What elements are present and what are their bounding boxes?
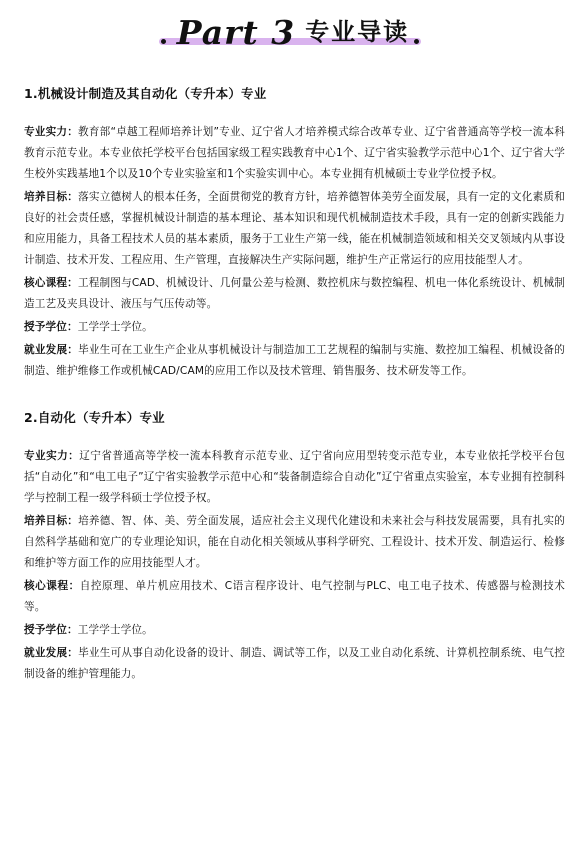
paragraph-text: 落实立德树人的根本任务，全面贯彻党的教育方针，培养德智体美劳全面发展，具有一定的文化素质和良好的社会责任感，掌握机械设计制造的基本理论、基本知识和现代机械制造技术手段，具有一定的创新实践能力和应用能力，具备工程技术人员的基本素质，服务于工业生产第一线，能在机械制造领域和相关交叉领域内从事设计制造、技术开发、工程应用、生产管理，直接解决生产实际问题，维护生产正常运行的应用技能型人才。	[24, 191, 565, 266]
paragraph-label: 就业发展：	[24, 344, 79, 356]
paragraph-degree	[24, 317, 565, 338]
paragraph-text: 工学学士学位。	[77, 321, 153, 333]
paragraph-text: 工程制图与CAD、机械设计、几何量公差与检测、数控机床与数控编程、机电一体化系统设计、机械制造工艺及夹具设计、液压与气压传动等。	[24, 277, 565, 310]
section-title: 1.机械设计制造及其自动化（专升本）专业	[24, 86, 267, 101]
paragraph-text: 辽宁省普通高等学校一流本科教育示范专业、辽宁省向应用型转变示范专业，本专业依托学校平台包括“自动化”和“电工电子”辽宁省实验教学示范中心和“装备制造综合自动化”辽宁省重点实验室，本专业拥有控制科学与控制工程一级学科硕士学位授予权。	[24, 450, 565, 504]
section-automation	[24, 408, 565, 685]
part-header	[0, 0, 587, 62]
paragraph-career	[24, 340, 565, 382]
paragraph-objective	[24, 187, 565, 271]
paragraph-strength	[24, 446, 565, 509]
paragraph-text: 工学学士学位。	[77, 624, 153, 636]
paragraph-label: 专业实力：	[24, 450, 80, 462]
paragraph-label: 就业发展：	[24, 647, 79, 659]
header-dot-left	[161, 39, 166, 44]
paragraph-label: 授予学位：	[24, 624, 78, 636]
paragraph-career	[24, 643, 565, 685]
paragraph-degree	[24, 620, 565, 641]
paragraph-text: 培养德、智、体、美、劳全面发展，适应社会主义现代化建设和未来社会与科技发展需要，具有扎实的自然科学基础和宽广的专业理论知识，能在自动化相关领域从事科学研究、工程设计、技术开发、制造运行、检修和维护等方面工作的应用技能型人才。	[24, 515, 565, 569]
paragraph-objective	[24, 511, 565, 574]
header-title	[172, 10, 414, 54]
paragraph-label: 核心课程：	[24, 277, 78, 289]
paragraph-label: 培养目标：	[24, 515, 79, 527]
paragraph-label: 专业实力：	[24, 126, 79, 138]
header-dot-right	[414, 39, 419, 44]
paragraph-core-courses	[24, 576, 565, 618]
paragraph-text: 毕业生可从事自动化设备的设计、制造、调试等工作，以及工业自动化系统、计算机控制系统、电气控制设备的维护管理能力。	[24, 647, 565, 680]
paragraph-text: 毕业生可在工业生产企业从事机械设计与制造加工工艺规程的编制与实施、数控加工编程、机械设备的制造、维护维修工作或机械CAD/CAM的应用工作以及技术管理、销售服务、技术研发等工作。	[24, 344, 565, 377]
paragraph-core-courses	[24, 273, 565, 315]
paragraph-text: 自控原理、单片机应用技术、C语言程序设计、电气控制与PLC、电工电子技术、传感器与检测技术等。	[24, 580, 565, 613]
paragraph-strength	[24, 122, 565, 185]
paragraph-text: 教育部“卓越工程师培养计划”专业、辽宁省人才培养模式综合改革专业、辽宁省普通高等学校一流本科教育示范专业。本专业依托学校平台包括国家级工程实践教育中心1个、辽宁省实验教学示范中心1个、辽宁省大学生校外实践基地1个以及10个专业实验室和1个实验实训中心。本专业拥有机械硕士专业学位授予权。	[24, 126, 565, 180]
paragraph-label: 授予学位：	[24, 321, 78, 333]
part-label: Part 3	[176, 12, 296, 52]
paragraph-label: 培养目标：	[24, 191, 79, 203]
section-title: 2.自动化（专升本）专业	[24, 410, 165, 425]
paragraph-label: 核心课程：	[24, 580, 80, 592]
part-name: 专业导读	[305, 18, 410, 46]
section-mechanical	[24, 84, 565, 382]
